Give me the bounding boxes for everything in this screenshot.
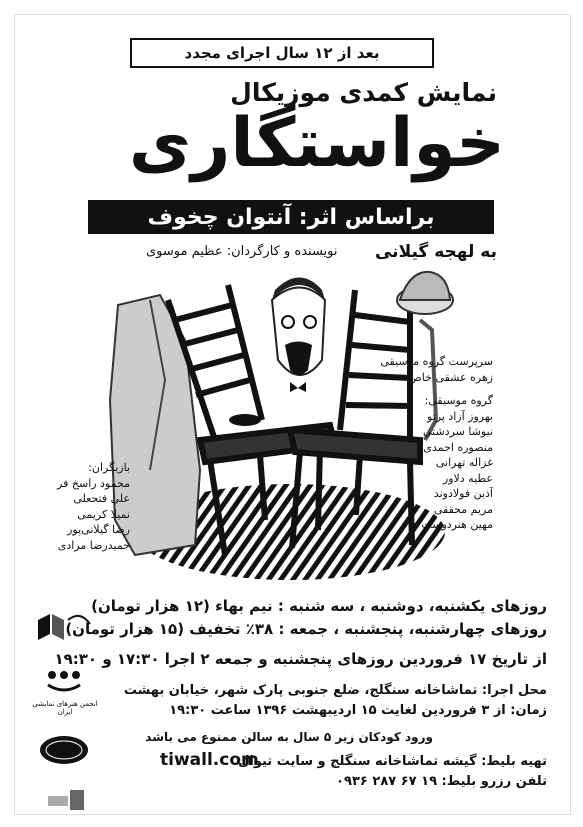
theater-association-logo <box>48 671 80 690</box>
music-credits <box>373 354 493 533</box>
music-supervisor: زهره عشقی خاص <box>408 370 493 384</box>
cast-list <box>40 460 130 553</box>
music-member: منصوره احمدی <box>423 440 493 454</box>
chekhov-face <box>272 278 325 393</box>
news-agency-logo <box>48 790 84 810</box>
schedule-line-2: روزهای چهارشنبه، پنجشنبه ، جمعه : ۳۸٪ تخفیف (۱۵ هزار تومان) <box>65 620 547 638</box>
phone-line: تلفن رزرو بلیط: ۱۹ ۶۷ ۲۸۷ ۰۹۳۶ <box>336 774 547 789</box>
source-credit: براساس اثر: آنتوان چخوف <box>88 200 494 234</box>
age-note: ورود کودکان زیر ۵ سال به سالن ممنوع می باشد <box>145 730 433 744</box>
theater-association-label: انجمن هنرهای نمایشی ایران <box>32 700 98 716</box>
music-member: مریم محققی <box>433 502 493 516</box>
schedule-line-1: روزهای یکشنبه، دوشنبه ، سه شنبه : نیم بهاء (۱۲ هزار تومان) <box>91 597 547 615</box>
genre-subtitle: نمایش کمدی موزیکال <box>230 78 497 107</box>
music-member: آذین فولادوند <box>433 487 493 500</box>
rerun-banner: بعد از ۱۲ سال اجرای مجدد <box>130 38 434 68</box>
schedule-line-3: از تاریخ ۱۷ فروردین روزهای پنجشنبه و جمعه ۲ اجرا ۱۷:۳۰ و ۱۹:۳۰ <box>54 650 547 668</box>
author-director: نویسنده و کارگردان: عظیم موسوی <box>146 244 338 259</box>
music-member: عطیه دلاور <box>442 471 493 485</box>
play-title: خواستگاری <box>128 104 505 183</box>
sangelaj-theater-seal <box>40 736 88 764</box>
small-hat <box>229 414 261 426</box>
dialect-note: به لهجه گیلانی <box>374 242 497 262</box>
music-member: مهین هنردوست <box>421 518 493 531</box>
publisher-logo <box>38 614 90 640</box>
dates-line: زمان: از ۳ فروردین لغایت ۱۵ اردیبهشت ۱۳۹۶ ساعت ۱۹:۳۰ <box>169 703 547 718</box>
cast-member: علی فتحعلی <box>73 492 130 505</box>
music-member: غزاله تهرانی <box>435 456 493 469</box>
music-supervisor-heading: سرپرست گروه موسیقی <box>380 355 493 368</box>
music-group-heading: گروه موسیقی: <box>424 394 493 407</box>
venue-line: محل اجرا: تماشاخانه سنگلج، ضلع جنوبی پارک شهر، خیابان بهشت <box>123 683 547 698</box>
music-member: نیوشا سردشتی <box>422 425 493 438</box>
cast-member: محمود راسخ فر <box>57 476 130 490</box>
tickets-line: تهیه بلیط: گیشه تماشاخانه سنگلج و سایت تیوال <box>238 754 547 769</box>
cast-heading: بازیگران: <box>88 461 130 474</box>
cast-member: حمیدرضا مرادی <box>57 538 130 552</box>
cast-member: نمیلا کریمی <box>77 507 130 521</box>
website-link[interactable]: tiwall.com <box>160 750 259 770</box>
cast-member: رضا گیلانی‌پور <box>67 523 130 536</box>
music-member: بهروز آزاد پرتو <box>426 409 493 423</box>
